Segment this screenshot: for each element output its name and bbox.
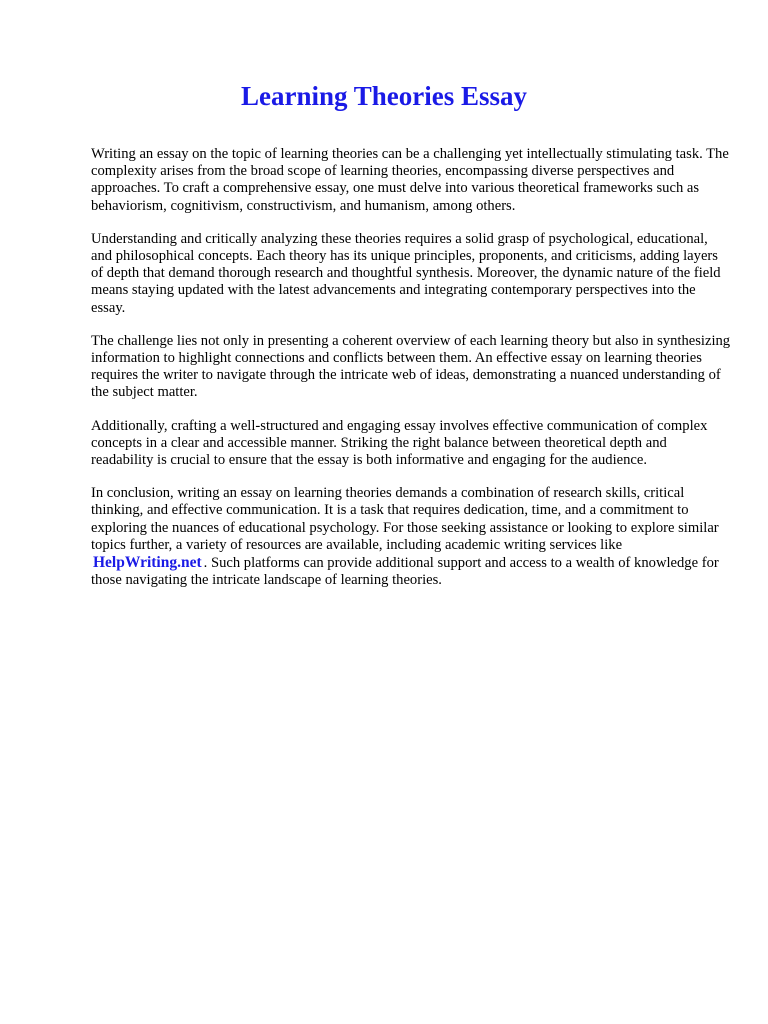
conclusion-text-before-link: In conclusion, writing an essay on learning theories demands a combination of research skills, critical thinking, and effective communication. It is a task that requires dedication, time, and a commitment to exploring the nuances of educational psychology. For those seeking assistance or looking to explore similar topics further, a variety of resources are available, including academic writing services like [91, 485, 719, 553]
conclusion-text-after-link: . Such platforms can provide additional support and access to a wealth of knowledge for those navigating the intricate landscape of learning theories. [91, 555, 719, 589]
helpwriting-link[interactable]: HelpWriting.net [93, 554, 202, 572]
paragraph-additionally: Additionally, crafting a well-structured and engaging essay involves effective communication of complex concepts in a clear and accessible manner. Striking the right balance between theoretical depth and readability is crucial to ensure that the essay is both informative and engaging for the audience. [91, 417, 708, 469]
paragraph-challenge: The challenge lies not only in presenting a coherent overview of each learning theory but also in synthesizing information to highlight connections and conflicts between them. An effective essay on learning theories requires the writer to navigate through the intricate web of ideas, demonstrating a nuanced understanding of the subject matter. [91, 332, 731, 401]
paragraph-intro: Writing an essay on the topic of learning theories can be a challenging yet intellectually stimulating task. The complexity arises from the broad scope of learning theories, encompassing diverse perspectives and approaches. To craft a comprehensive essay, one must delve into various theoretical frameworks such as behaviorism, cognitivism, constructivism, and humanism, among others. [91, 146, 729, 214]
page-title: Learning Theories Essay [240, 81, 528, 111]
essay-body [91, 146, 731, 605]
paragraph-conclusion [91, 485, 731, 589]
paragraph-understanding: Understanding and critically analyzing these theories requires a solid grasp of psychological, educational, and philosophical concepts. Each theory has its unique principles, proponents, and criticisms, adding layers of depth that demand thorough research and thoughtful synthesis. Moreover, the dynamic nature of the field means staying updated with the latest advancements and integrating contemporary perspectives into the essay. [91, 230, 721, 316]
